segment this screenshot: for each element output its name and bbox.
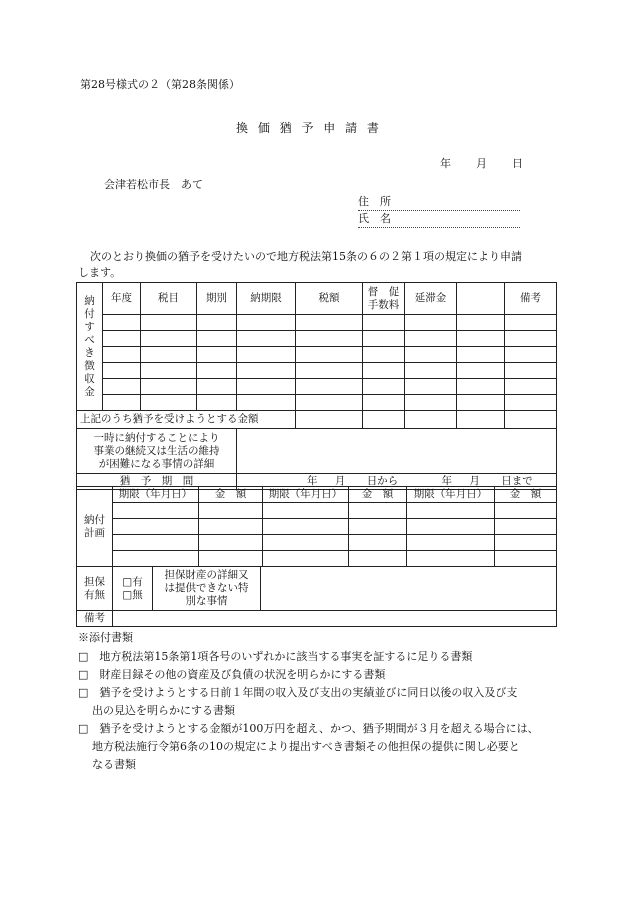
collateral-detail-label: 担保財産の詳細又 は提供できない特 別な事情 [153,567,261,611]
col-blank [457,283,505,315]
addressee: 会津若松市長 あて [104,178,203,191]
collateral-yes-checkbox[interactable]: □有 [122,575,143,588]
intro-line-2: します。 [78,266,122,279]
attachment-item-3-cont: 出の見込を明らかにする書類 [92,704,235,717]
deferral-sum-label: 上記のうち猶予を受けようとする金額 [77,411,296,429]
address-label: 住 所 [358,195,391,208]
collateral-label: 担保 有無 [77,567,113,611]
plan-amount-header-1: 金 額 [199,487,263,503]
name-field[interactable] [358,212,520,228]
table-row[interactable] [77,535,557,551]
table-row[interactable] [77,331,557,347]
attachments-heading: ※添付書類 [78,631,133,644]
col-tax-amount: 税額 [296,283,363,315]
col-delinquency: 延滞金 [405,283,457,315]
table-row[interactable] [77,519,557,535]
col-remarks: 備考 [505,283,557,315]
table-row[interactable] [77,551,557,567]
plan-amount-header-2: 金 額 [349,487,407,503]
attachment-item-1: □ 地方税法第15条第1項各号のいずれかに該当する事実を証するに足りる書類 [78,650,473,663]
table-row[interactable] [77,315,557,331]
plan-amount-header-3: 金 額 [495,487,557,503]
name-label: 氏 名 [358,212,391,225]
table-row[interactable] [77,347,557,363]
form-number: 第28号様式の２（第28条関係） [80,78,240,91]
attachment-item-4-cont-2: なる書類 [92,758,136,771]
payment-plan-table [76,486,557,567]
address-field[interactable] [358,195,520,211]
col-year: 年度 [103,283,141,315]
remarks-field[interactable] [113,611,557,627]
date-month-label: 月 [476,157,487,170]
col-demand-fee: 督 促 手数料 [363,283,405,315]
col-tax-item: 税目 [141,283,197,315]
table-row[interactable] [77,363,557,379]
col-due-date: 納期限 [237,283,296,315]
tax-row-header: 納 付 す べ き 徴 収 金 [77,283,103,411]
attachment-item-4-cont-1: 地方税法施行令第6条の10の規定により提出すべき書類その他担保の提供に関し必要と [92,740,520,753]
table-row[interactable] [77,379,557,395]
collateral-detail-field[interactable] [261,567,557,611]
attachment-item-3: □ 猶予を受けようとする日前１年間の収入及び支出の実績並びに同日以後の収入及び支 [78,686,518,699]
document-title: 換 価 猶 予 申 請 書 [236,121,382,135]
collateral-table [76,566,557,627]
deferral-period-label: 猶 予 期 間 [77,474,237,490]
date-year-label: 年 [440,157,451,170]
table-row[interactable] [77,395,557,411]
date-day-label: 日 [512,157,523,170]
payment-plan-label: 納付 計画 [77,487,113,567]
deferral-sum-row[interactable] [77,411,557,429]
circumstances-label: 一時に納付することにより 事業の継続又は生活の維持 が困難になる事情の詳細 [77,429,237,474]
circumstances-row[interactable] [77,429,557,474]
table-row[interactable] [77,503,557,519]
intro-line-1: 次のとおり換価の猶予を受けたいので地方税法第15条の６の２第１項の規定により申請 [90,250,522,263]
circumstances-detail-field[interactable] [237,429,557,474]
plan-deadline-header-1: 期限（年月日） [113,487,199,503]
remarks-label: 備考 [77,611,113,627]
plan-deadline-header-2: 期限（年月日） [263,487,349,503]
tax-due-table [76,282,557,490]
attachment-item-4: □ 猶予を受けようとする金額が100万円を超え、かつ、猶予期間が３月を超える場合には、 [78,722,539,735]
deferral-period-dates[interactable]: 年 月 日から 年 月 日まで [237,474,557,490]
attachment-item-2: □ 財産目録その他の資産及び負債の状況を明らかにする書類 [78,668,386,681]
plan-deadline-header-3: 期限（年月日） [407,487,495,503]
col-period: 期別 [197,283,237,315]
collateral-no-checkbox[interactable]: □無 [122,588,143,601]
collateral-options [113,567,153,611]
